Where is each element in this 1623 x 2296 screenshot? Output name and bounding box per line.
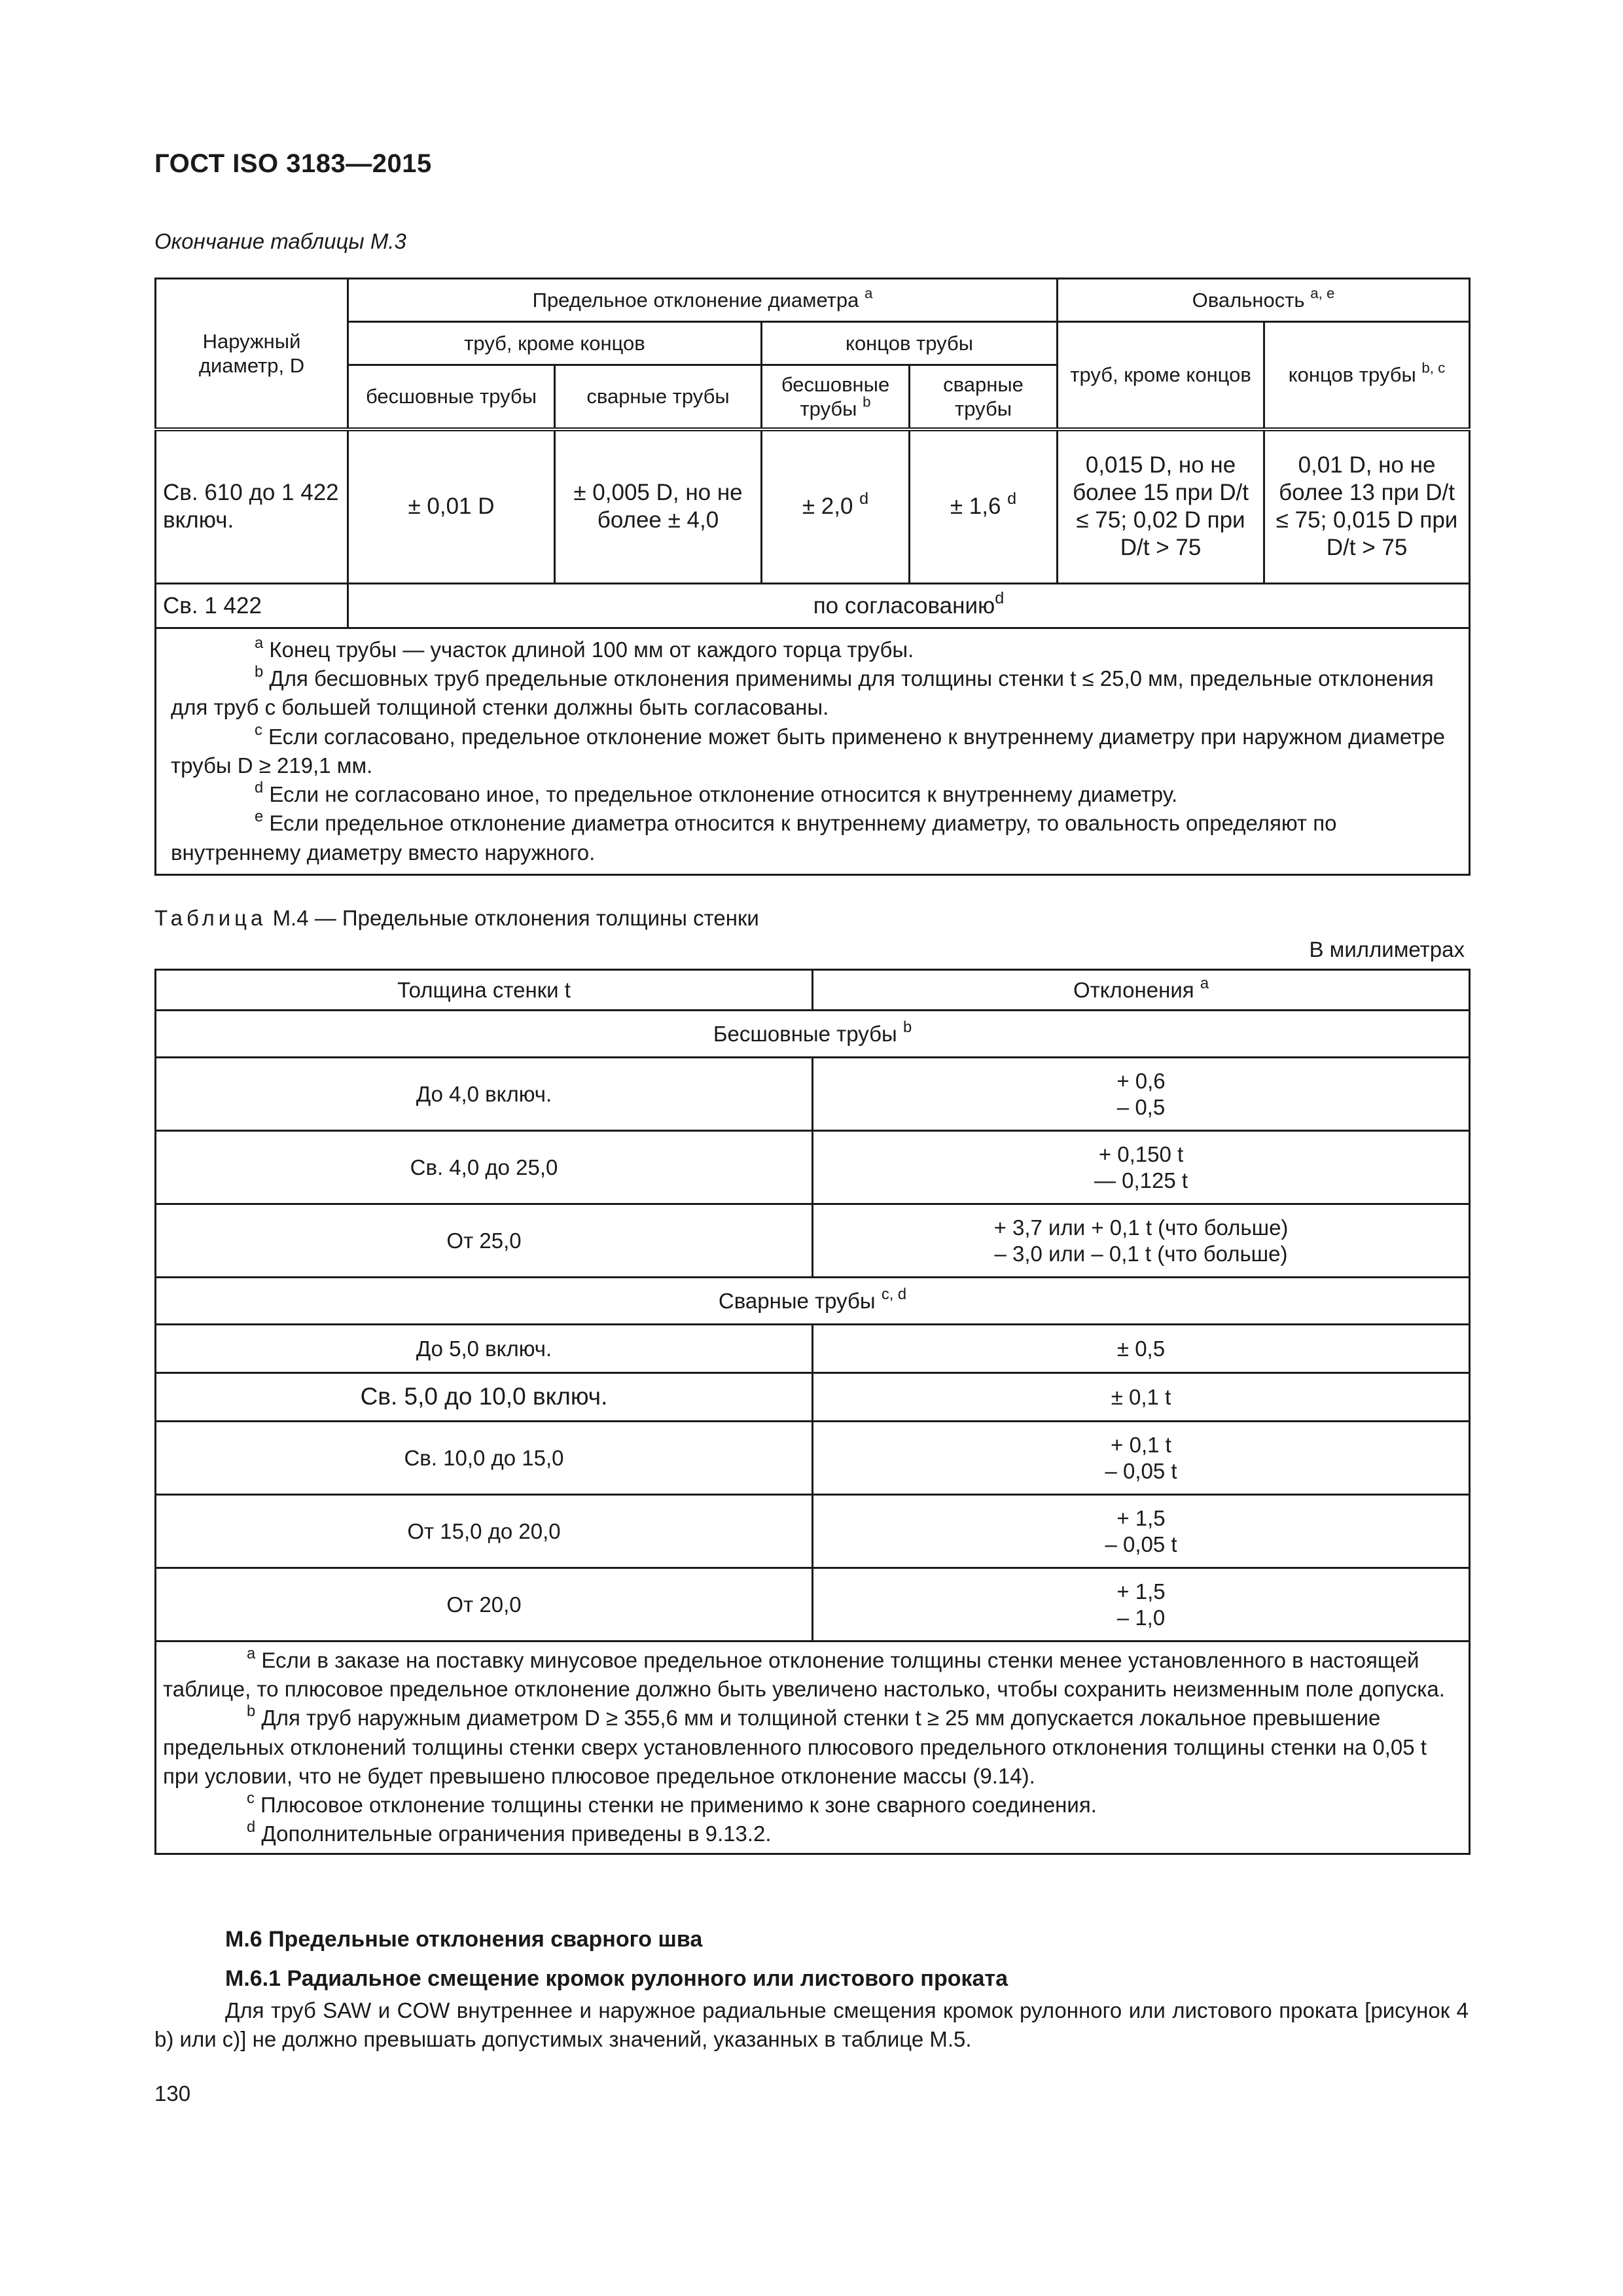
cell-thickness: От 20,0 [156,1568,813,1641]
table-row [156,1325,1470,1373]
footnote: $^c$ Плюсовое отклонение толщины стенки не применимо к зоне сварного соединения. [247,1789,1097,1818]
cell-deviation: + 0,150 t — 0,125 t [813,1131,1470,1204]
cell-diameter: Св. 1 422 [156,584,348,628]
cell-ovality-ends: 0,01 D, но не более 13 при D/t ≤ 75; 0,015 D при D/t > 75 [1264,429,1470,584]
footnote: $^d$ Если не согласовано иное, то предельное отклонение относится к внутреннему диаметру. [255,778,1178,807]
cell-deviation: ± 0,1 t [813,1373,1470,1422]
table-m3 [154,278,1471,876]
header-thickness: Толщина стенки t [156,970,813,1011]
footnote: $^d$ Дополнительные ограничения приведены в 9.13.2. [247,1818,772,1846]
footnote: $^a$ Если в заказе на поставку минусовое предельное отклонение толщины стенки менее установленного в настоящей таблице, то плюсовое предельное отклонение должно быть увеличено настолько, чтобы сохранить неизменным поле допуска. [163,1644,1445,1702]
cell-seamless-ends: ± 2,0 $^d$ [762,429,910,584]
cell-thickness: Св. 4,0 до 25,0 [156,1131,813,1204]
table-row [156,1131,1470,1204]
table-row [156,1422,1470,1495]
cell-deviation: + 3,7 или + 0,1 t (что больше) – 3,0 или – 0,1 t (что больше) [813,1204,1470,1278]
table-row [156,1204,1470,1278]
footnote: $^b$ Для труб наружным диаметром D ≥ 355,6 мм и толщиной стенки t ≥ 25 мм допускается локальное превышение предельных отклонений толщины стенки сверх установленного плюсового предельного отклонения толщины стенки на 0,05 t при условии, что не будет превышено плюсовое предельное отклонение массы (9.14). [163,1702,1427,1788]
header-outer-diameter: Наружный диаметр, D [156,279,348,429]
header-pipe-ends: концов трубы [762,322,1058,365]
table-row [156,1058,1470,1131]
page-number: 130 [154,2081,191,2106]
cell-by-agreement: по согласованию$^d$ [348,584,1470,628]
cell-diameter: Св. 610 до 1 422 включ. [156,429,348,584]
header-ovality-ends: концов трубы $^{b, c}$ [1264,322,1470,429]
table-row [156,1373,1470,1422]
table-row [156,429,1470,584]
units-label: В миллиметрах [1309,937,1465,961]
table-row [156,1495,1470,1568]
table-row [156,584,1470,628]
table-m4 [154,969,1471,1855]
header-seamless: бесшовные трубы [348,365,555,429]
paragraph-m6-1: Для труб SAW и COW внутреннее и наружное радиальные смещения кромок рулонного или листового проката [рисунок 4 b) или с)] не должно превышать допустимых значений, указанных в таблице М.5. [154,1998,1469,2052]
header-welded: сварные трубы [555,365,762,429]
cell-thickness: До 5,0 включ. [156,1325,813,1373]
table-m4-notes [156,1641,1470,1854]
table-row [156,1568,1470,1641]
cell-welded: ± 0,005 D, но не более ± 4,0 [555,429,762,584]
cell-deviation: + 1,5 – 0,05 t [813,1495,1470,1568]
table-m3-notes [156,628,1470,875]
cell-thickness: До 4,0 включ. [156,1058,813,1131]
footnote: $^c$ Если согласовано, предельное отклонение может быть применено к внутреннему диаметру при наружном диаметре трубы D ≥ 219,1 мм. [171,721,1445,778]
header-ovality-pipes: труб, кроме концов [1058,322,1264,429]
table-m4-caption: Таблица М.4 — Предельные отклонения толщины стенки [154,906,759,930]
cell-thickness: Св. 10,0 до 15,0 [156,1422,813,1495]
cell-seamless: ± 0,01 D [348,429,555,584]
header-diameter-deviation: Предельное отклонение диаметра $^a$ [348,279,1058,322]
cell-deviation: ± 0,5 [813,1325,1470,1373]
section-heading-m6: М.6 Предельные отклонения сварного шва [225,1927,703,1952]
group-welded: Сварные трубы $^{c, d}$ [156,1278,1470,1325]
footnote: $^a$ Конец трубы — участок длиной 100 мм от каждого торца трубы. [255,634,914,662]
cell-thickness: Св. 5,0 до 10,0 включ. [156,1373,813,1422]
footnote: $^e$ Если предельное отклонение диаметра относится к внутреннему диаметру, то овальность определяют по внутреннему диаметру вместо наружного. [171,808,1337,865]
cell-deviation: + 1,5 – 1,0 [813,1568,1470,1641]
table-m3-caption: Окончание таблицы М.3 [154,229,406,253]
group-seamless: Бесшовные трубы $^b$ [156,1011,1470,1058]
header-welded-ends: сварные трубы [910,365,1058,429]
cell-deviation: + 0,6 – 0,5 [813,1058,1470,1131]
document-header: ГОСТ ISO 3183—2015 [154,149,432,178]
section-heading-m6-1: М.6.1 Радиальное смещение кромок рулонного или листового проката [225,1966,1008,1991]
cell-thickness: От 25,0 [156,1204,813,1278]
header-deviation: Отклонения $^a$ [813,970,1470,1011]
footnote: $^b$ Для бесшовных труб предельные отклонения применимы для толщины стенки t ≤ 25,0 мм, предельные отклонения для труб с большей толщиной стенки должны быть согласованы. [171,662,1434,720]
cell-thickness: От 15,0 до 20,0 [156,1495,813,1568]
header-pipes-except-ends: труб, кроме концов [348,322,762,365]
cell-ovality-pipes: 0,015 D, но не более 15 при D/t ≤ 75; 0,02 D при D/t > 75 [1058,429,1264,584]
cell-welded-ends: ± 1,6 $^d$ [910,429,1058,584]
cell-deviation: + 0,1 t – 0,05 t [813,1422,1470,1495]
header-ovality: Овальность $^{a, e}$ [1058,279,1470,322]
header-seamless-ends: бесшовные трубы $^b$ [762,365,910,429]
